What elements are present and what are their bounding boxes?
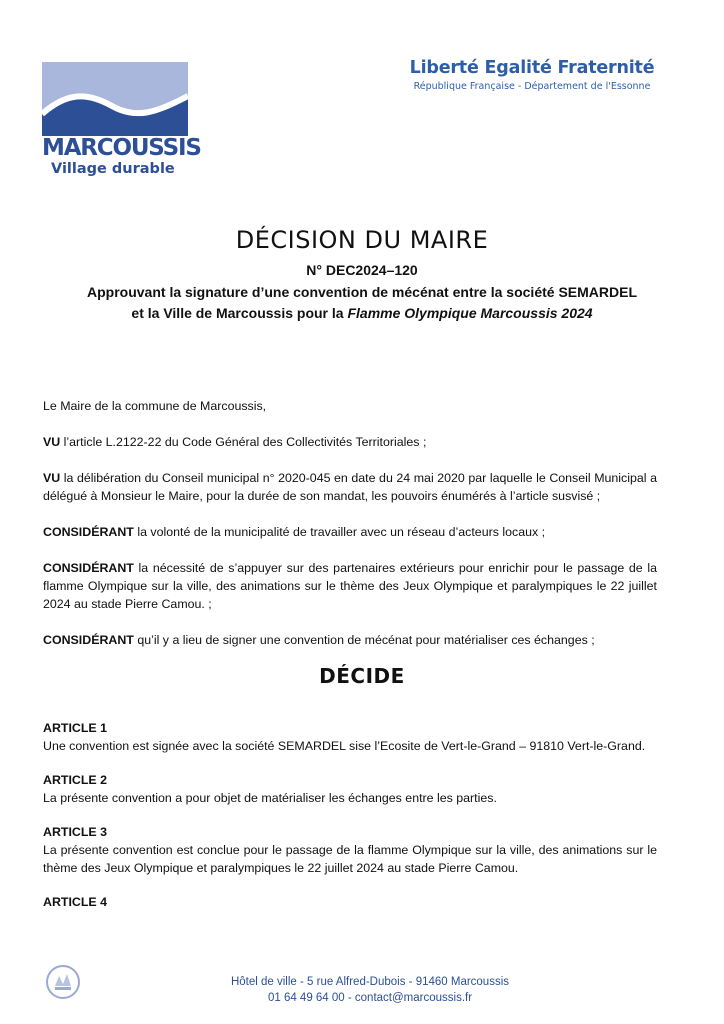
city-emblem-icon xyxy=(45,964,81,1000)
considerant-label: CONSIDÉRANT xyxy=(43,525,134,539)
considerant-paragraph-1 xyxy=(43,523,657,541)
republic-motto xyxy=(382,58,682,92)
subject-event-name: Flamme Olympique Marcoussis 2024 xyxy=(347,305,593,321)
vu-text: la délibération du Conseil municipal n° 2020-045 en date du 24 mai 2020 par laquelle le Conseil Municipal a délégué à Monsieur le Maire, pour la durée de son mandat, les pouvoirs énumérés à l’article susvisé ; xyxy=(43,471,657,503)
footer-address: Hôtel de ville - 5 rue Alfred-Dubois - 91460 Marcoussis xyxy=(230,976,510,988)
vu-text: l’article L.2122-22 du Code Général des Collectivités Territoriales ; xyxy=(60,435,427,449)
article-text: Une convention est signée avec la société SEMARDEL sise l’Ecosite de Vert-le-Grand – 91810 Vert-le-Grand. xyxy=(43,739,646,753)
articles-list xyxy=(43,719,657,927)
logo-tagline: Village durable xyxy=(51,161,175,177)
considerant-text: la nécessité de s’appuyer sur des partenaires extérieurs pour enrichir pour le passage de la flamme Olympique sur la ville, des animations sur le thème des Jeux Olympique et paralympiques le 22 juillet 2024 au stade Pierre Camou. ; xyxy=(43,561,657,611)
article-heading: ARTICLE 1 xyxy=(43,721,108,735)
considerant-text: la volonté de la municipalité de travailler avec un réseau d’acteurs locaux ; xyxy=(133,525,546,539)
article-heading: ARTICLE 3 xyxy=(43,825,108,839)
decision-subject xyxy=(0,282,724,324)
article-item xyxy=(43,823,657,877)
subject-line-2-prefix: et la Ville de Marcoussis pour la xyxy=(131,305,348,321)
decide-heading: DÉCIDE xyxy=(319,664,405,688)
considerant-text: qu’il y a lieu de signer une convention de mécénat pour matérialiser ces échanges ; xyxy=(133,633,595,647)
vu-paragraph-1 xyxy=(43,433,657,451)
vu-label: VU xyxy=(43,435,61,449)
logo-name: MARCOUSSIS xyxy=(42,135,201,161)
considerant-label: CONSIDÉRANT xyxy=(43,561,134,575)
footer-phone-email: 01 64 49 64 00 - contact@marcoussis.fr xyxy=(267,992,473,1004)
article-item xyxy=(43,719,657,755)
decision-body xyxy=(43,397,657,667)
motto-main: Liberté Egalité Fraternité xyxy=(409,58,655,78)
article-item xyxy=(43,893,657,911)
article-text: La présente convention est conclue pour le passage de la flamme Olympique sur la ville, des animations sur le thème des Jeux Olympique et paralympiques le 22 juillet 2024 au stade Pierre Camou. xyxy=(43,843,657,875)
footer-contact xyxy=(120,974,620,1006)
subject-line-1: Approuvant la signature d’une convention de mécénat entre la société SEMARDEL xyxy=(87,284,637,300)
logo-wave-icon xyxy=(42,62,188,136)
vu-paragraph-2 xyxy=(43,469,657,505)
document-title: DÉCISION DU MAIRE xyxy=(235,226,489,254)
motto-sub: République Française - Département de l'Essonne xyxy=(413,81,651,92)
article-heading: ARTICLE 4 xyxy=(43,895,108,909)
considerant-paragraph-3 xyxy=(43,631,657,649)
considerant-paragraph-2 xyxy=(43,559,657,613)
subject-line-2 xyxy=(0,303,724,324)
article-heading: ARTICLE 2 xyxy=(43,773,108,787)
decision-number: N° DEC2024–120 xyxy=(306,262,418,278)
article-text: La présente convention a pour objet de matérialiser les échanges entre les parties. xyxy=(43,791,497,805)
marcoussis-logo xyxy=(42,62,201,178)
article-item xyxy=(43,771,657,807)
considerant-label: CONSIDÉRANT xyxy=(43,633,134,647)
vu-label: VU xyxy=(43,471,61,485)
intro-paragraph: Le Maire de la commune de Marcoussis, xyxy=(43,399,267,413)
